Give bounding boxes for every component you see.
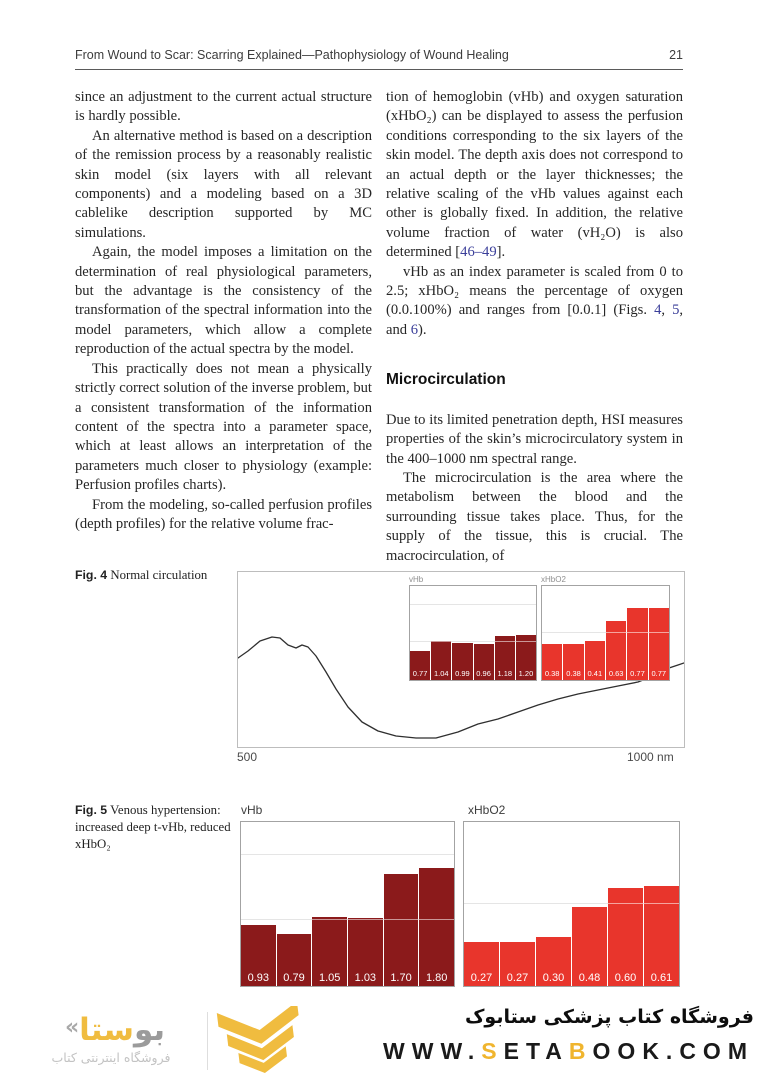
page-number: 21 xyxy=(669,48,683,62)
bar-value-label: 1.04 xyxy=(433,669,449,678)
gridline-overlay xyxy=(410,604,536,605)
gridline-overlay xyxy=(464,903,679,904)
bar-value-label: 0.93 xyxy=(247,972,270,984)
paragraph-text: vHb as an index parameter is scaled from 0 to 2.5; xHbO₂ means the percentage of oxygen (0.0.100%) and ranges from [0.0.1] (Figs. xyxy=(386,263,683,319)
gridline-overlay xyxy=(241,854,454,855)
bar-value-label: 0.99 xyxy=(455,669,470,678)
figure-ref-link[interactable]: 6 xyxy=(410,321,419,338)
bar-value-label: 0.77 xyxy=(630,669,645,678)
bar xyxy=(627,608,647,680)
figure5-caption-text: Venous hypertension: increased deep t-vHb, reduced xHbO₂ xyxy=(75,803,231,851)
figure-ref-link[interactable]: 5 xyxy=(672,302,680,319)
setabook-logo-wordmark xyxy=(30,1008,200,1050)
bar xyxy=(464,942,499,986)
paragraph: Due to its limited penetration depth, HSI measures properties of the skin’s microcirculatory system in the 400–1000 nm spectral range. xyxy=(386,411,683,467)
bar-value-label: 0.27 xyxy=(470,972,493,984)
figure5-label: Fig. 5 xyxy=(75,803,108,817)
fig4-vhb-inset-title: vHb xyxy=(409,575,424,584)
paragraph: An alternative method is based on a description of the remission process by a reasonably realistic skin model (six layers with all relevant components) and a modeling based on a 3D cablelike description supported by MC simulations. xyxy=(75,127,372,241)
bar xyxy=(431,641,451,680)
paragraph xyxy=(386,88,683,263)
bar-value-label: 0.48 xyxy=(578,972,601,984)
paragraph: From the modeling, so-called perfusion profiles (depth profiles) for the relative volume frac- xyxy=(75,496,372,532)
bar-value-label: 1.18 xyxy=(497,669,513,678)
paragraph-text: ]. xyxy=(496,244,506,261)
page-header xyxy=(75,48,683,70)
bar xyxy=(585,641,605,680)
bar xyxy=(410,651,430,680)
bar xyxy=(500,942,535,986)
paragraph: The microcirculation is the area where the metabolism between the blood and the surrounding tissue takes place. Thus, for the supply of the tissue, this is crucial. The macrocirculation, of xyxy=(386,469,683,564)
fig4-vhb-bar-chart xyxy=(409,585,537,681)
bar-value-label: 0.27 xyxy=(506,972,529,984)
paragraph: This practically does not mean a physically strictly correct solution of the inverse problem, but a consistent transformation of the information content of the spectra into a parameter space, which at least allows an interpretation of the parameters much closer to physiology (example: Perfusion profiles charts). xyxy=(75,360,372,494)
bar-value-label: 1.80 xyxy=(425,972,448,984)
bar xyxy=(644,886,679,986)
bar-value-label: 0.61 xyxy=(650,972,673,984)
fig4-xhbo2-bar-chart xyxy=(541,585,670,681)
url-segment-gold: B xyxy=(568,1038,593,1064)
figure-ref-link[interactable]: 4 xyxy=(654,302,662,319)
gridline-overlay xyxy=(542,632,669,633)
bar-value-label: 0.38 xyxy=(566,669,581,678)
fig5-vhb-bar-chart xyxy=(240,821,455,987)
section-heading: Microcirculation xyxy=(386,371,506,389)
bar xyxy=(241,925,276,986)
bar xyxy=(563,644,583,680)
right-column xyxy=(386,88,683,566)
bar xyxy=(452,643,472,680)
paragraph-text: ). xyxy=(418,321,427,338)
bar xyxy=(348,918,383,986)
url-segment-gold: S xyxy=(481,1038,504,1064)
logo-divider xyxy=(207,1012,208,1070)
logo-chevrons-icon: « xyxy=(64,1015,80,1040)
bar-value-label: 0.38 xyxy=(544,669,560,678)
gridline-overlay xyxy=(410,641,536,642)
bar-value-label: 1.05 xyxy=(318,972,341,984)
bar xyxy=(277,934,312,986)
bar xyxy=(649,608,669,680)
logo-subtitle: فروشگاه اینترنتی کتاب xyxy=(51,1050,171,1065)
fig5-xhbo2-bar-chart xyxy=(463,821,680,987)
store-info xyxy=(334,1002,754,1065)
figure4-plot xyxy=(237,571,685,748)
bar xyxy=(536,937,571,986)
store-url-link[interactable] xyxy=(334,1038,754,1065)
bar xyxy=(312,917,347,986)
bar-value-label: 0.96 xyxy=(476,669,491,678)
bar-value-label: 1.20 xyxy=(518,669,534,678)
figure4-caption-text: Normal circulation xyxy=(110,568,208,582)
bar-value-label: 0.63 xyxy=(608,669,624,678)
paragraph-text: , and xyxy=(386,302,684,338)
bar xyxy=(606,621,626,680)
logo-text-gold: ستا xyxy=(79,1012,134,1048)
bar xyxy=(572,907,607,986)
setabook-emblem-icon xyxy=(215,1006,307,1076)
bar-value-label: 0.79 xyxy=(283,972,305,984)
header-title: From Wound to Scar: Scarring Explained—Pathophysiology of Wound Healing xyxy=(75,48,509,62)
paragraph: Again, the model imposes a limitation on the determination of real physiological parameters, but the advantage is the consistency of the transformation of the spectral information into the model parameters, which allow a complete reproduction of the actual spectra by the model. xyxy=(75,244,372,358)
paragraph-text: , xyxy=(661,302,673,319)
fig5-vhb-title: vHb xyxy=(241,803,263,817)
url-segment: ETA xyxy=(503,1038,569,1064)
bar-value-label: 1.03 xyxy=(354,972,377,984)
fig5-xhbo2-title: xHbO2 xyxy=(468,803,506,817)
paragraph: since an adjustment to the current actual structure is hardly possible. xyxy=(75,89,372,125)
bar-value-label: 0.30 xyxy=(542,972,565,984)
bar-value-label: 0.41 xyxy=(587,669,603,678)
citation-link[interactable]: 46–49 xyxy=(460,244,497,261)
bar xyxy=(474,644,494,680)
x-axis-start-label: 500 xyxy=(237,750,258,764)
x-axis-end-label: 1000 nm xyxy=(627,750,674,764)
bar-value-label: 0.60 xyxy=(614,972,637,984)
figure4-label: Fig. 4 xyxy=(75,568,108,582)
gridline-overlay xyxy=(241,919,454,920)
bar-value-label: 1.70 xyxy=(390,972,412,984)
paragraph-text: tion of hemoglobin (vHb) and oxygen saturation (xHbO₂) can be displayed to assess the perfusion conditions corresponding to the six layers of the skin model. The depth axis does not correspond to an actual depth or the layer thicknesses; the relative scaling of the vHb values against each other is globally fixed. In addition, the relative volume fraction of water (vH₂O) is also determined [ xyxy=(386,89,683,261)
paragraph xyxy=(386,263,683,341)
url-segment: OOK.COM xyxy=(592,1038,754,1064)
bar xyxy=(419,868,454,986)
figure4-caption xyxy=(75,568,225,583)
left-column xyxy=(75,88,372,534)
store-title-farsi: فروشگاه کتاب پزشکی ستابوک xyxy=(464,1006,754,1028)
bar-value-label: 0.77 xyxy=(651,669,667,678)
bar xyxy=(384,874,419,986)
bar xyxy=(542,644,562,680)
bar-value-label: 0.77 xyxy=(412,669,428,678)
logo-text-gray: بو xyxy=(133,1012,166,1048)
url-segment: WWW. xyxy=(383,1038,482,1064)
figure5-caption xyxy=(75,802,245,853)
fig4-xhbo2-inset-title: xHbO2 xyxy=(541,575,566,584)
